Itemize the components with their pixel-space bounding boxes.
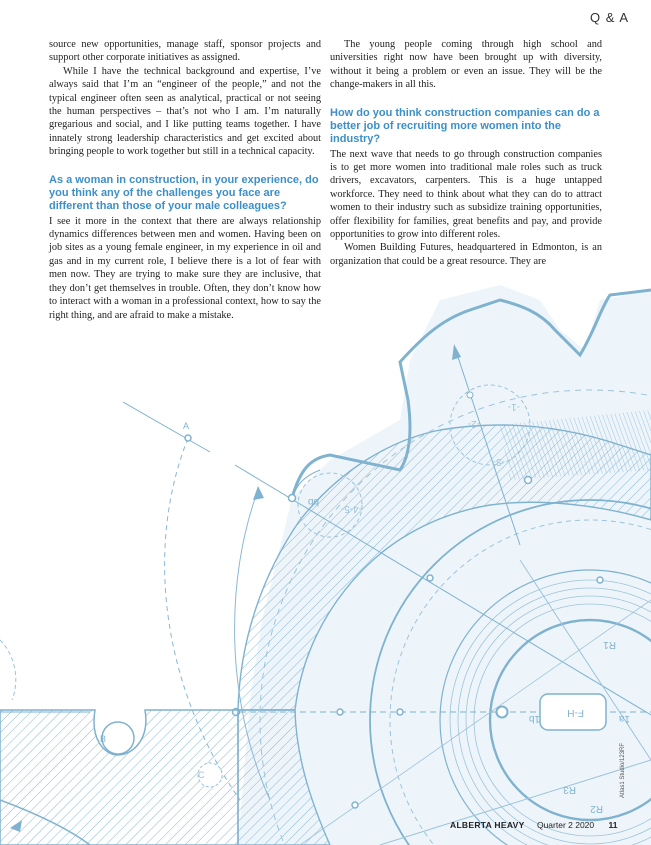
left-paragraph-1: source new opportunities, manage staff, sponsor projects and support other corporate initiatives as assigned. <box>49 39 321 64</box>
label-four-five: -4-5- <box>340 503 362 514</box>
right-paragraph-2: The next wave that needs to go through construction companies is to get more women into traditional male roles such as truck drivers, excavators, carpenters. This is a huge untapped workforce. They need to think about what they can do to attract women to their industry such as subsidize training opportunities, offer flexibility for families, great benefits and pay, and provide opportunities to grow into different roles. <box>330 148 602 241</box>
left-paragraph-2: While I have the technical background and expertise, I’ve always said that I’m an “engineer of the people,” and not the typical engineer often seen as analytical, practical or not seeing the human perspectives – that’s not who I am. I’m naturally gregarious and social, and I like putting teams together. I have innately strong leadership characteristics and get excited about bringing people to work together but still in a technical capacity. <box>49 65 321 158</box>
label-three: -3- <box>492 456 505 467</box>
left-column <box>49 38 321 322</box>
section-tag: Q & A <box>590 10 629 25</box>
label-r1: R1 <box>603 639 616 650</box>
label-bb: bb <box>307 496 319 507</box>
label-c: C <box>198 770 205 780</box>
right-column <box>330 38 602 268</box>
page-number: 11 <box>608 820 618 830</box>
label-two: -2- <box>467 418 480 429</box>
label-r3: R3 <box>563 784 576 795</box>
left-paragraph-3: I see it more in the context that there are always relationship dynamics differences between men and women. Having been on job sites as a young female engineer, in my experience in oil and gas and in my current role, I believe there is a lot of fear with men now. They are trying to make sure they are inclusive, that they don’t get themselves in trouble. Often, they don’t know how to interact with a woman in a professional context, how to say the right thing, and are afraid to make a mistake. <box>49 215 321 321</box>
page-footer <box>450 820 618 830</box>
label-r2: R2 <box>590 803 603 814</box>
question-heading-2: How do you think construction companies can do a better job of recruiting more women into the industry? <box>330 106 600 145</box>
right-paragraph-3: Women Building Futures, headquartered in Edmonton, is an organization that could be a great resource. They are <box>330 242 602 267</box>
label-1a: 1a <box>618 713 630 724</box>
footer-brand: ALBERTA HEAVY <box>450 820 525 830</box>
label-1b: 1b <box>528 713 540 724</box>
image-credit: Atlas1 Studio/123RF <box>620 742 626 798</box>
label-one: -1- <box>507 401 520 412</box>
footer-issue: Quarter 2 2020 <box>536 820 595 830</box>
label-b: B <box>100 734 107 744</box>
right-paragraph-1: The young people coming through high school and universities right now have been brought up with diversity, without it being a problem or even an issue. They will be the change-makers in all this. <box>330 39 602 91</box>
question-heading-1: As a woman in construction, in your experience, do you think any of the challenges you face are different than those of your male colleagues? <box>49 173 319 212</box>
label-a: A <box>183 421 190 431</box>
label-fh: F-H <box>567 707 584 718</box>
